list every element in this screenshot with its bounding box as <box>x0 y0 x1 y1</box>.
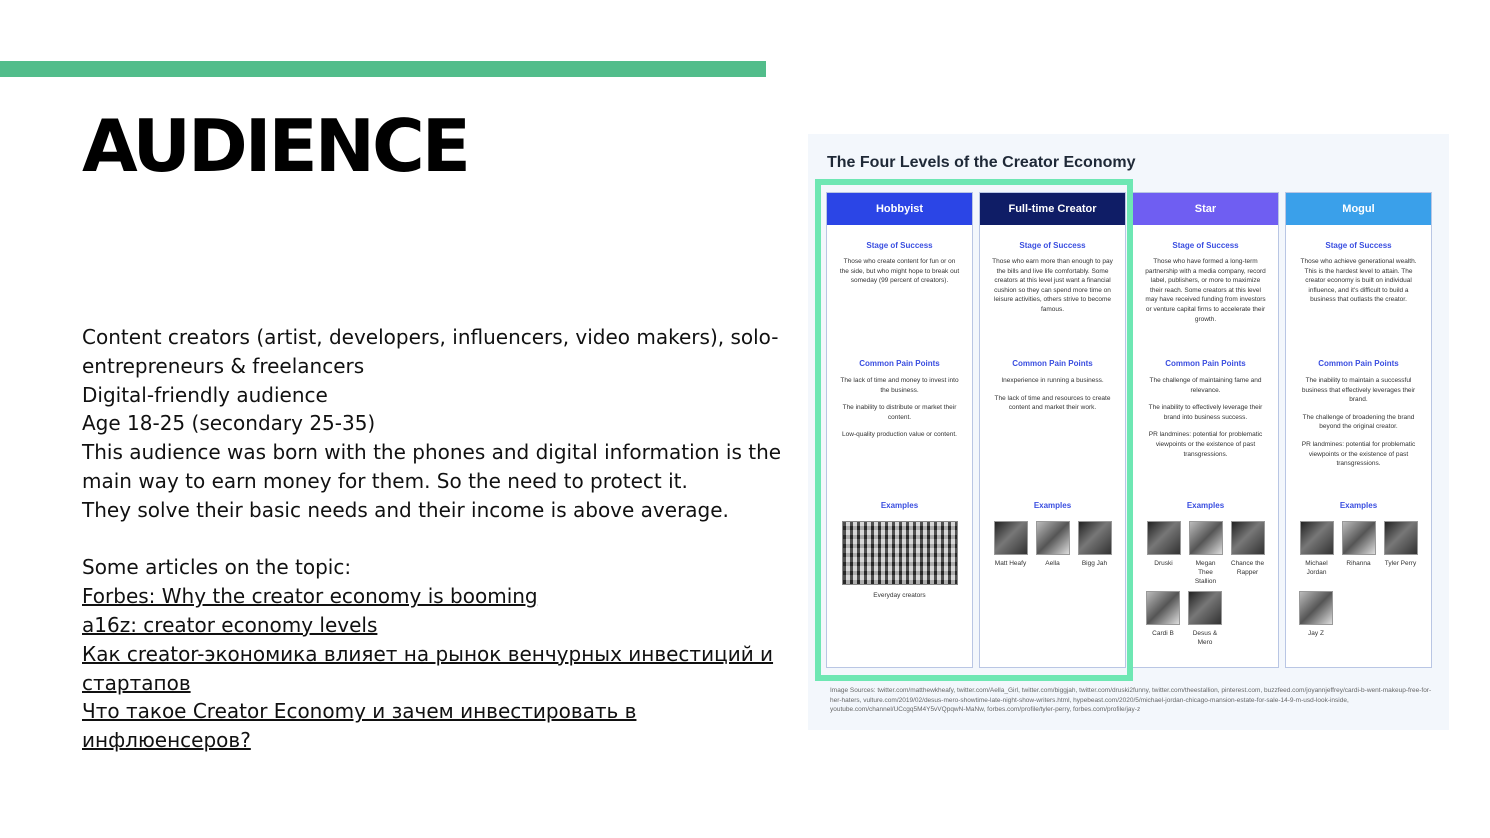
example-person <box>994 521 1028 568</box>
example-person <box>1147 521 1181 586</box>
example-person <box>1342 521 1376 577</box>
examples-caption: Everyday creators <box>873 592 926 599</box>
stage-of-success-heading: Stage of Success <box>1325 241 1392 250</box>
person-name: Rihanna <box>1346 560 1371 567</box>
pain-point: PR landmines: potential for problematic viewpoints or the existence of past transgressions. <box>1301 440 1416 468</box>
example-person <box>1189 521 1223 586</box>
creator-economy-figure <box>808 134 1449 730</box>
examples-row <box>1286 591 1431 638</box>
stage-of-success-heading: Stage of Success <box>866 241 933 250</box>
pain-points-list <box>839 376 960 440</box>
person-name: Bigg Jah <box>1081 560 1108 567</box>
paragraph: They solve their basic needs and their income is above average. <box>82 497 729 522</box>
level-header: Star <box>1133 193 1278 225</box>
portrait-photo <box>1146 591 1180 625</box>
image-sources: Image Sources: twitter.com/matthewkheafy, twitter.com/Aella_Girl, twitter.com/biggjah, twitter.com/druski2funny, twitter.com/theestallion, pinterest.com, buzzfeed.com/joyannjeffrey/cardi-b-went-makeup-free-for-her-haters, vulture.com/2019/02/desus-mero-showtime-late-night-show-writers.html, hypebeast.com/2020/5/michael-jordan-chicago-mansion-estate-for-sale-14-9-m-usd-look-inside, youtube.com/channel/UCcgq5M4Y5vVQpqwN-MaNw, forbes.com/profile/tyler-perry, forbes.com/profile/jay-z <box>830 687 1432 713</box>
pain-points-heading: Common Pain Points <box>1012 359 1093 368</box>
example-person <box>1036 521 1070 568</box>
slide-body <box>82 323 782 755</box>
pain-points-list <box>1145 376 1266 459</box>
paragraph: Age 18-25 (secondary 25-35) <box>82 411 376 436</box>
pain-point: The challenge of maintaining fame and relevance. <box>1149 377 1262 394</box>
pain-point: The inability to distribute or market their content. <box>842 404 957 421</box>
paragraph: Digital-friendly audience <box>82 382 328 407</box>
pain-point: The lack of time and money to invest into the business. <box>840 377 959 394</box>
spacer <box>82 525 782 554</box>
pain-point: The lack of time and resources to create content and market their work. <box>994 394 1111 412</box>
pain-point: The inability to effectively leverage their brand into business success. <box>1148 404 1263 421</box>
example-person <box>1231 521 1265 586</box>
example-person <box>1188 591 1222 647</box>
examples-row <box>1133 521 1278 586</box>
person-name: Chance the Rapper <box>1230 560 1265 576</box>
link-a16z[interactable]: a16z: creator economy levels <box>82 612 378 637</box>
stage-of-success-text: Those who achieve generational wealth. This is the hardest level to attain. The creator economy is built on individual influence, and it's difficult to build a business that outlasts the creator. <box>1300 258 1417 304</box>
stage-of-success-heading: Stage of Success <box>1172 241 1239 250</box>
figure-title: The Four Levels of the Creator Economy <box>827 154 1136 171</box>
portrait-photo <box>1036 521 1070 555</box>
link-forbes[interactable]: Forbes: Why the creator economy is booming <box>82 584 538 609</box>
pain-point: The challenge of broadening the brand beyond the original creator. <box>1302 413 1415 431</box>
pain-point: Inexperience in running a business. <box>1001 377 1104 384</box>
person-name: Tyler Perry <box>1384 560 1417 567</box>
stage-of-success-text: Those who create content for fun or on the side, but who might hope to break out someday (99 percent of creators). <box>839 258 960 285</box>
level-header: Hobbyist <box>827 193 972 225</box>
examples-row <box>1133 591 1278 647</box>
portrait-photo <box>1231 521 1265 555</box>
pain-points-heading: Common Pain Points <box>1318 359 1399 368</box>
level-column <box>1132 192 1279 668</box>
portrait-photo <box>1147 521 1181 555</box>
crowd-photo <box>842 521 958 585</box>
person-name: Desus & Mero <box>1192 630 1218 646</box>
person-name: Cardi B <box>1152 630 1174 637</box>
portrait-photo <box>1342 521 1376 555</box>
pain-points-list <box>992 376 1113 413</box>
person-name: Megan Thee Stallion <box>1194 560 1217 585</box>
examples-row <box>980 521 1125 568</box>
level-column <box>979 192 1126 668</box>
examples-heading: Examples <box>1033 501 1072 510</box>
person-name: Jay Z <box>1308 630 1324 637</box>
level-column <box>826 192 973 668</box>
accent-bar <box>0 61 766 77</box>
stage-of-success-text: Those who have formed a long-term partnership with a media company, record label, publishers, or more to maximize their reach. Some creators at this level may have received funding from investors or venture capital firms to accelerate their growth. <box>1145 258 1266 323</box>
paragraph: Content creators (artist, developers, influencers, video makers), solo-entrepreneurs & freelancers <box>82 325 779 378</box>
portrait-photo <box>994 521 1028 555</box>
example-person <box>1078 521 1112 568</box>
example-person <box>1299 591 1333 638</box>
level-header: Full-time Creator <box>980 193 1125 225</box>
pain-points-heading: Common Pain Points <box>859 359 940 368</box>
examples-row <box>1286 521 1431 577</box>
portrait-photo <box>1189 521 1223 555</box>
example-person <box>1384 521 1418 577</box>
example-person <box>1146 591 1180 647</box>
portrait-photo <box>1188 591 1222 625</box>
person-name: Michael Jordan <box>1305 560 1328 576</box>
pain-points-heading: Common Pain Points <box>1165 359 1246 368</box>
examples-heading: Examples <box>880 501 919 510</box>
examples-heading: Examples <box>1339 501 1378 510</box>
pain-point: PR landmines: potential for problematic viewpoints or the existence of past transgressions. <box>1148 431 1263 458</box>
pain-point: The inability to maintain a successful business that effectively leverages their brand. <box>1301 377 1416 404</box>
person-name: Aella <box>1045 560 1060 567</box>
stage-of-success-text: Those who earn more than enough to pay the bills and live life comfortably. Some creators at this level just want a financial cushion so they can spend more time on leisure activities, others strive to become famous. <box>992 258 1113 313</box>
paragraph: This audience was born with the phones and digital information is the main way to earn money for them. So the need to protect it. <box>82 440 782 493</box>
link-creator-economy-vc[interactable]: Как creator-экономика влияет на рынок венчурных инвестиций и стартапов <box>82 641 774 695</box>
stage-of-success-heading: Stage of Success <box>1019 241 1086 250</box>
portrait-photo <box>1300 521 1334 555</box>
level-column <box>1285 192 1432 668</box>
person-name: Druski <box>1154 560 1173 567</box>
portrait-photo <box>1299 591 1333 625</box>
slide-title: AUDIENCE <box>82 104 468 188</box>
portrait-photo <box>1384 521 1418 555</box>
pain-points-list <box>1298 376 1419 469</box>
examples-heading: Examples <box>1186 501 1225 510</box>
pain-point: Low-quality production value or content. <box>842 431 957 439</box>
person-name: Matt Heafy <box>994 560 1027 567</box>
level-header: Mogul <box>1286 193 1431 225</box>
articles-intro: Some articles on the topic: <box>82 555 352 580</box>
portrait-photo <box>1078 521 1112 555</box>
example-person <box>1300 521 1334 577</box>
link-creator-economy-invest[interactable]: Что такое Creator Economy и зачем инвестировать в инфлюенсеров? <box>82 699 637 753</box>
